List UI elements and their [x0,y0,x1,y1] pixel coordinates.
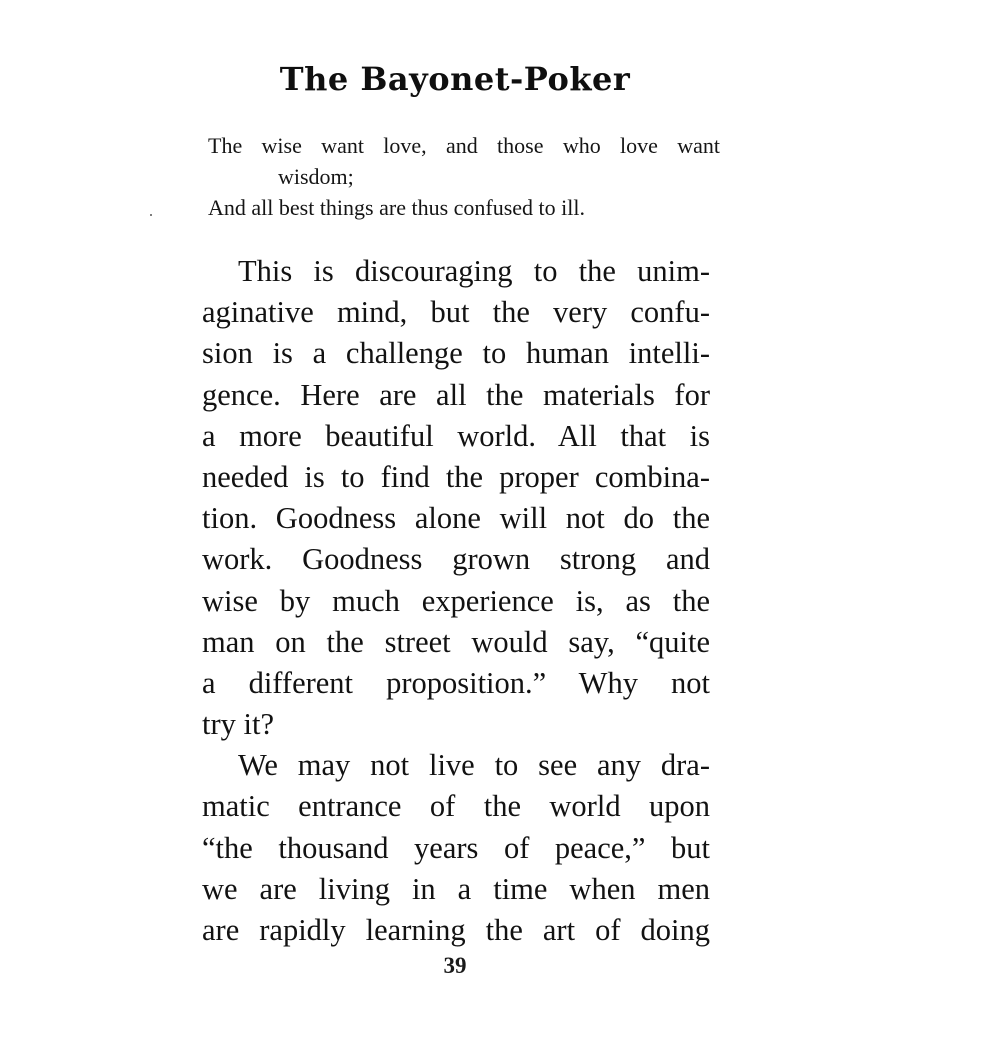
body-text [202,251,710,951]
paragraph-line: sion is a challenge to human intelli- [202,336,710,371]
paragraph-line: “the thousand years of peace,” but [202,830,710,865]
paragraph-line: a different proposition.” Why not [202,665,710,700]
paragraph-line: we are living in a time when men [202,871,710,906]
epigraph-line: wisdom; [278,164,354,189]
paragraph-line: man on the street would say, “quite [202,624,710,659]
running-head: The Bayonet-Poker [279,60,631,98]
print-speck [150,214,152,216]
paragraph-line: matic entrance of the world upon [202,789,710,824]
epigraph-line: The wise want love, and those who love want [208,133,720,158]
epigraph [208,130,720,223]
paragraph-line: wise by much experience is, as the [202,583,710,618]
paragraph-line: This is discouraging to the unim- [238,254,710,288]
paragraph-line: We may not live to see any dra- [238,748,710,783]
paragraph-line: work. Goodness grown strong and [202,542,710,577]
paragraph-line: try it? [202,707,274,742]
paragraph-line: are rapidly learning the art of doing [202,913,710,947]
paragraph-line: needed is to find the proper combina- [202,459,710,494]
paragraph-line: gence. Here are all the materials for [202,377,710,412]
paragraph-line: tion. Goodness alone will not do the [202,501,710,536]
page-number: 39 [443,953,467,978]
paragraph-line: a more beautiful world. All that is [202,418,710,453]
epigraph-line: And all best things are thus confused to ill. [208,195,585,220]
paragraph-line: aginative mind, but the very confu- [202,295,710,330]
